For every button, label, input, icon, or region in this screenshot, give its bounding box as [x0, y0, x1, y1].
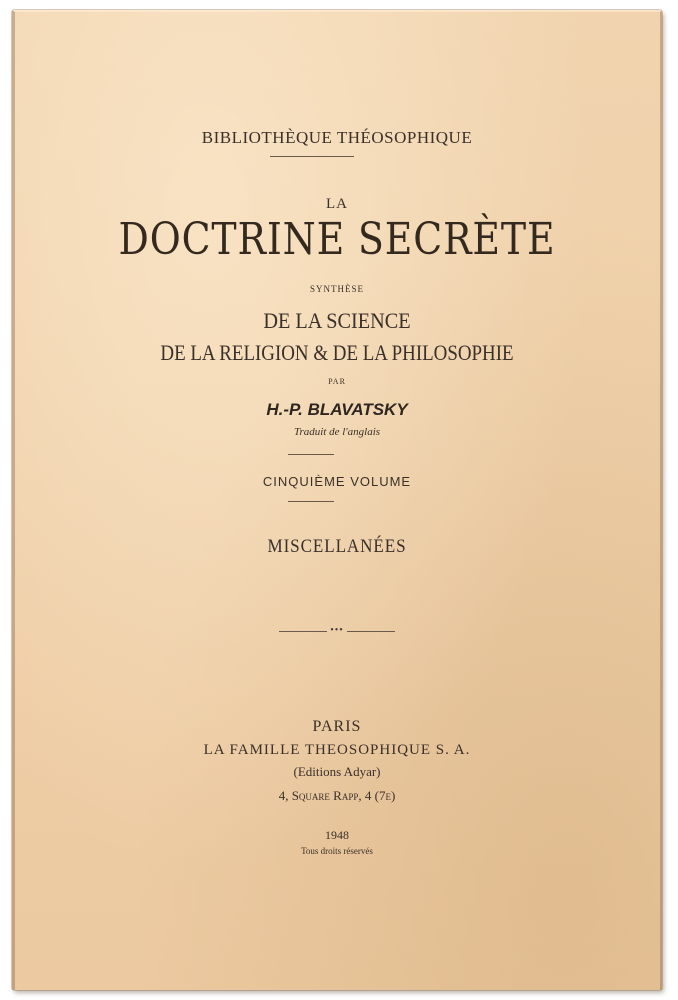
title-article: LA	[326, 196, 348, 212]
publisher-city: PARIS	[312, 718, 362, 735]
ornament-divider	[12, 622, 662, 640]
series-title: BIBLIOTHÈQUE THÉOSOPHIQUE	[201, 128, 473, 147]
book-cover	[12, 10, 662, 990]
publisher-address: 4, Square Rapp, 4 (7e)	[278, 788, 396, 803]
subtitle-religion-philosophy: DE LA RELIGION & DE LA PHILOSOPHIE	[160, 340, 514, 365]
volume-title: MISCELLANÉES	[267, 536, 407, 557]
publisher-imprint: (Editions Adyar)	[293, 764, 381, 779]
ornament-dots: •••	[330, 625, 344, 637]
book-title: DOCTRINE SECRÈTE	[118, 214, 556, 265]
synthese-label: SYNTHÈSE	[309, 284, 364, 294]
volume-rule	[288, 501, 334, 502]
par-label: PAR	[328, 377, 346, 386]
ornament-left-line	[279, 631, 327, 632]
publisher-name: LA FAMILLE THEOSOPHIQUE S. A.	[203, 742, 471, 758]
publication-year: 1948	[325, 828, 349, 842]
volume-number: CINQUIÈME VOLUME	[262, 474, 412, 489]
author-rule	[288, 454, 334, 455]
series-rule	[270, 156, 354, 157]
ornament-right-line	[347, 631, 395, 632]
author-name: H.-P. BLAVATSKY	[266, 400, 408, 419]
translation-note: Traduit de l'anglais	[293, 426, 381, 438]
subtitle-science: DE LA SCIENCE	[263, 308, 411, 333]
rights-notice: Tous droits réservés	[301, 846, 373, 856]
